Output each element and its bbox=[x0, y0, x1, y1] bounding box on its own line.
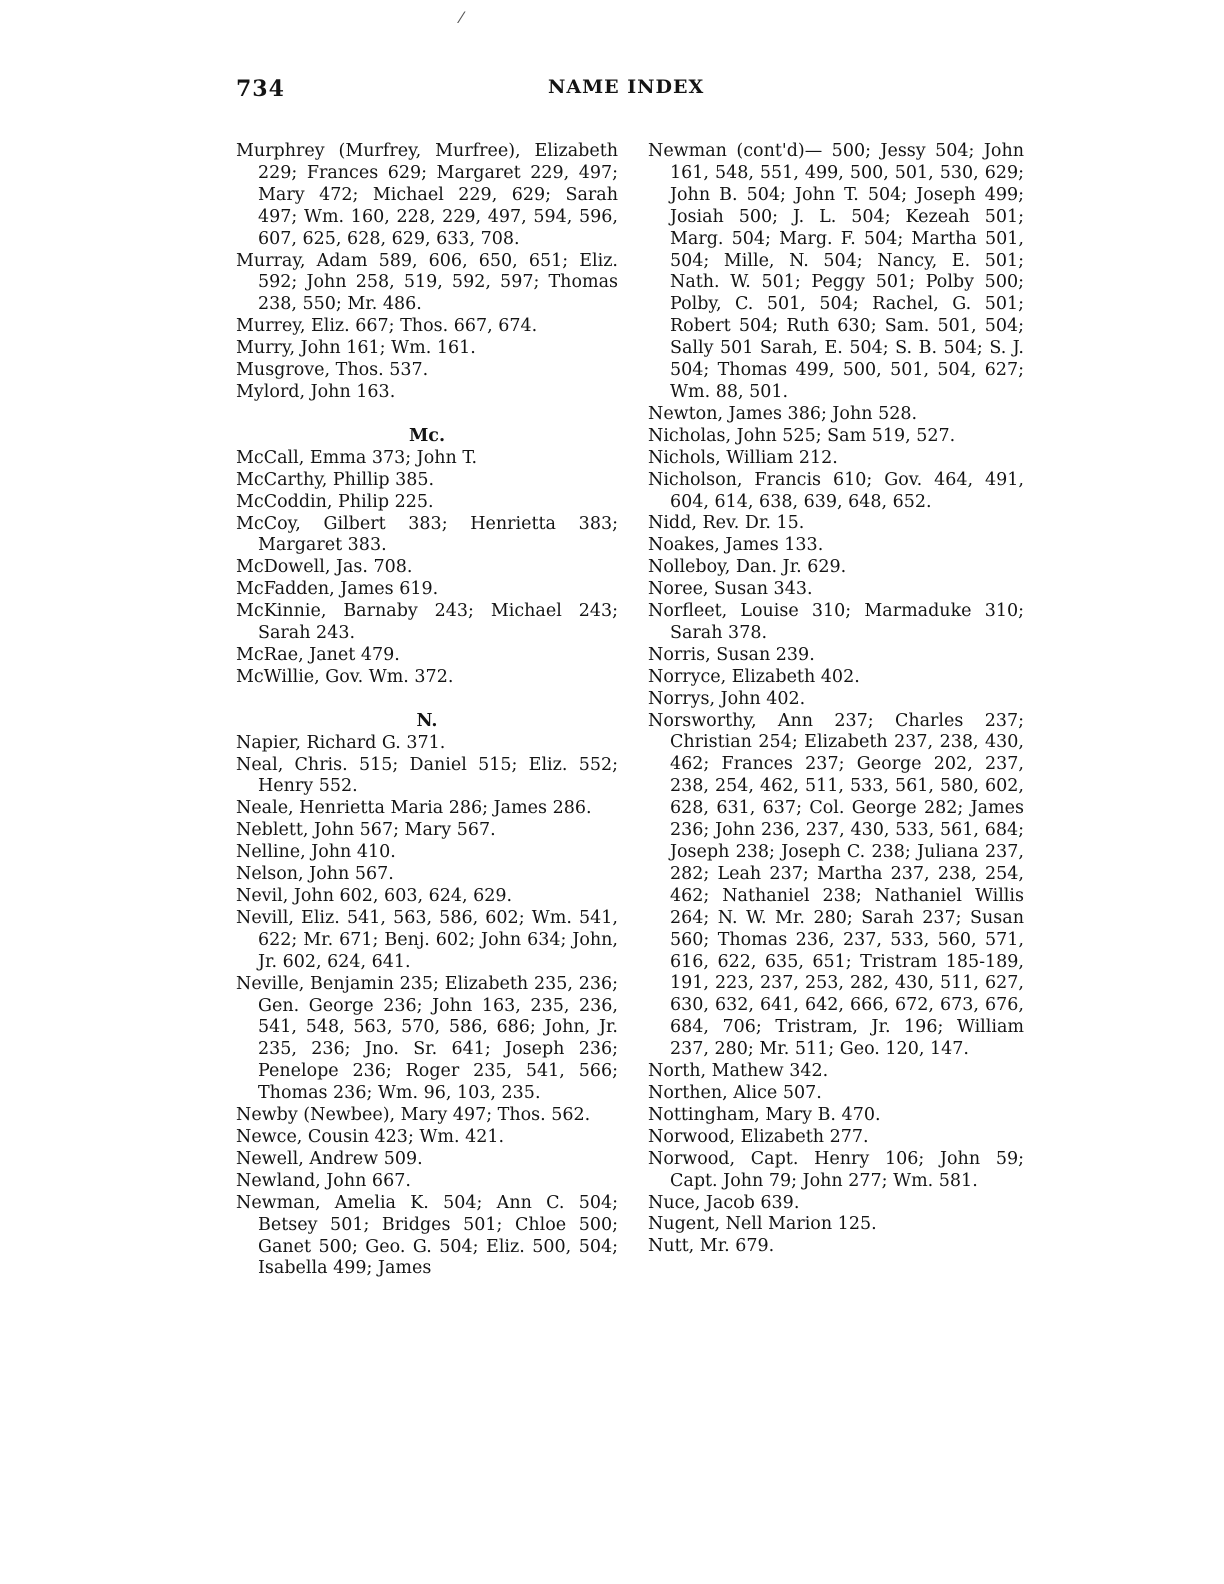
index-entry: Nelson, John 567. bbox=[236, 864, 394, 885]
index-entry: McRae, Janet 479. bbox=[236, 644, 400, 665]
index-entry: Newby (Newbee), Mary 497; Thos. 562. bbox=[236, 1105, 591, 1126]
index-entry: Newland, John 667. bbox=[236, 1170, 411, 1191]
section-heading: Mc. bbox=[408, 425, 446, 446]
index-entry: Newce, Cousin 423; Wm. 421. bbox=[236, 1126, 505, 1147]
scan-speck-mark: ⁄ bbox=[460, 8, 463, 27]
index-entry: Neblett, John 567; Mary 567. bbox=[236, 820, 496, 841]
index-entry: Noakes, James 133. bbox=[648, 535, 824, 556]
index-entry: Nidd, Rev. Dr. 15. bbox=[648, 513, 805, 534]
index-entry: Newman, Amelia K. 504; Ann C. 504; Betsey 501; Bridges 501; Chloe 500; Ganet 500; Geo. G. 504; Eliz. 500, 504; Isabella 499; James bbox=[236, 1192, 618, 1279]
right-index-column bbox=[648, 141, 1024, 1258]
index-entry: Newman (cont'd)— 500; Jessy 504; John 161, 548, 551, 499, 500, 501, 530, 629; John B. 504; John T. 504; Joseph 499; Josiah 500; J. L. 504; Kezeah 501; Marg. 504; Marg. F. 504; Martha 501, 504; Mille, N. 504; Nancy, E. 501; Nath. W. 501; Peggy 501; Polby 500; Polby, C. 501, 504; Rachel, G. 501; Robert 504; Ruth 630; Sam. 501, 504; Sally 501 Sarah, E. 504; S. B. 504; S. J. 504; Thomas 499, 500, 501, 504, 627; Wm. 88, 501. bbox=[648, 141, 1024, 402]
index-entry: McFadden, James 619. bbox=[236, 579, 439, 600]
index-entry: Nevill, Eliz. 541, 563, 586, 602; Wm. 541, 622; Mr. 671; Benj. 602; John 634; John, Jr. 602, 624, 641. bbox=[236, 907, 618, 972]
index-entry: Murry, John 161; Wm. 161. bbox=[236, 338, 476, 359]
section-spacer bbox=[236, 689, 618, 711]
index-entry: Norwood, Capt. Henry 106; John 59; Capt. John 79; John 277; Wm. 581. bbox=[648, 1148, 1024, 1191]
index-entry: Nichols, William 212. bbox=[648, 447, 838, 468]
index-entry: McCall, Emma 373; John T. bbox=[236, 447, 478, 468]
index-entry: McCoddin, Philip 225. bbox=[236, 491, 434, 512]
index-entry: Norfleet, Louise 310; Marmaduke 310; Sarah 378. bbox=[648, 601, 1024, 643]
index-entry: Noree, Susan 343. bbox=[648, 579, 813, 600]
index-entry: Neville, Benjamin 235; Elizabeth 235, 236; Gen. George 236; John 163, 235, 236, 541, 548, 563, 570, 586, 686; John, Jr. 235, 236; Jno. Sr. 641; Joseph 236; Penelope 236; Roger 235, 541, 566; Thomas 236; Wm. 96, 103, 235. bbox=[236, 973, 618, 1104]
section-spacer bbox=[236, 404, 618, 426]
index-entry: Nevil, John 602, 603, 624, 629. bbox=[236, 886, 513, 906]
index-entry: North, Mathew 342. bbox=[648, 1061, 829, 1082]
index-entry: Neale, Henrietta Maria 286; James 286. bbox=[236, 798, 592, 819]
index-entry: Norrys, John 402. bbox=[648, 688, 806, 709]
index-entry: McDowell, Jas. 708. bbox=[236, 557, 413, 578]
index-entry: Norryce, Elizabeth 402. bbox=[648, 666, 860, 687]
index-entry: McCoy, Gilbert 383; Henrietta 383; Margaret 383. bbox=[236, 513, 618, 556]
index-entry: Nugent, Nell Marion 125. bbox=[648, 1214, 877, 1235]
index-entry: Nicholas, John 525; Sam 519, 527. bbox=[648, 425, 956, 446]
index-entry: Norwood, Elizabeth 277. bbox=[648, 1126, 869, 1147]
index-entry: McKinnie, Barnaby 243; Michael 243; Sarah 243. bbox=[236, 601, 618, 644]
index-entry: Neal, Chris. 515; Daniel 515; Eliz. 552; Henry 552. bbox=[236, 754, 618, 797]
index-entry: Newton, James 386; John 528. bbox=[648, 403, 918, 424]
index-entry: Nutt, Mr. 679. bbox=[648, 1236, 775, 1257]
index-entry: Murphrey (Murfrey, Murfree), Elizabeth 229; Frances 629; Margaret 229, 497; Mary 472; Michael 229, 629; Sarah 497; Wm. 160, 228, 229, 497, 594, 596, 607, 625, 628, 629, 633, 708. bbox=[236, 141, 618, 249]
index-entry: Nelline, John 410. bbox=[236, 842, 396, 863]
index-entry: Nottingham, Mary B. 470. bbox=[648, 1104, 881, 1125]
index-entry: McCarthy, Phillip 385. bbox=[236, 469, 435, 490]
section-heading: N. bbox=[416, 710, 438, 731]
page-number: 734 bbox=[236, 76, 285, 102]
index-entry: Northen, Alice 507. bbox=[648, 1082, 822, 1103]
left-index-column bbox=[236, 141, 618, 1280]
index-entry: Mylord, John 163. bbox=[236, 381, 396, 402]
index-entry: Norsworthy, Ann 237; Charles 237; Christian 254; Elizabeth 237, 238, 430, 462; Frances 237; George 202, 237, 238, 254, 462, 511, 533, 561, 580, 602, 628, 631, 637; Col. George 282; James 236; John 236, 237, 430, 533, 561, 684; Joseph 238; Joseph C. 238; Juliana 237, 282; Leah 237; Martha 237, 238, 254, 462; Nathaniel 238; Nathaniel Willis 264; N. W. Mr. 280; Sarah 237; Susan 560; Thomas 236, 237, 533, 560, 571, 616, 622, 635, 651; Tristram 185-189, 191, 223, 237, 253, 282, 430, 511, 627, 630, 632, 641, 642, 666, 672, 673, 676, 684, 706; Tristram, Jr. 196; William 237, 280; Mr. 511; Geo. 120, 147. bbox=[648, 710, 1024, 1060]
index-entry: Newell, Andrew 509. bbox=[236, 1148, 423, 1169]
index-entry: Napier, Richard G. 371. bbox=[236, 732, 446, 753]
index-entry: Nicholson, Francis 610; Gov. 464, 491, 604, 614, 638, 639, 648, 652. bbox=[648, 469, 1024, 512]
index-entry: McWillie, Gov. Wm. 372. bbox=[236, 666, 454, 687]
index-entry: Murray, Adam 589, 606, 650, 651; Eliz. 592; John 258, 519, 592, 597; Thomas 238, 550; Mr. 486. bbox=[236, 250, 618, 315]
index-entry: Norris, Susan 239. bbox=[648, 644, 815, 665]
index-entry: Nuce, Jacob 639. bbox=[648, 1192, 800, 1213]
index-entry: Musgrove, Thos. 537. bbox=[236, 360, 429, 381]
running-head: NAME INDEX bbox=[548, 76, 705, 98]
index-entry: Murrey, Eliz. 667; Thos. 667, 674. bbox=[236, 316, 538, 337]
index-entry: Nolleboy, Dan. Jr. 629. bbox=[648, 557, 847, 578]
